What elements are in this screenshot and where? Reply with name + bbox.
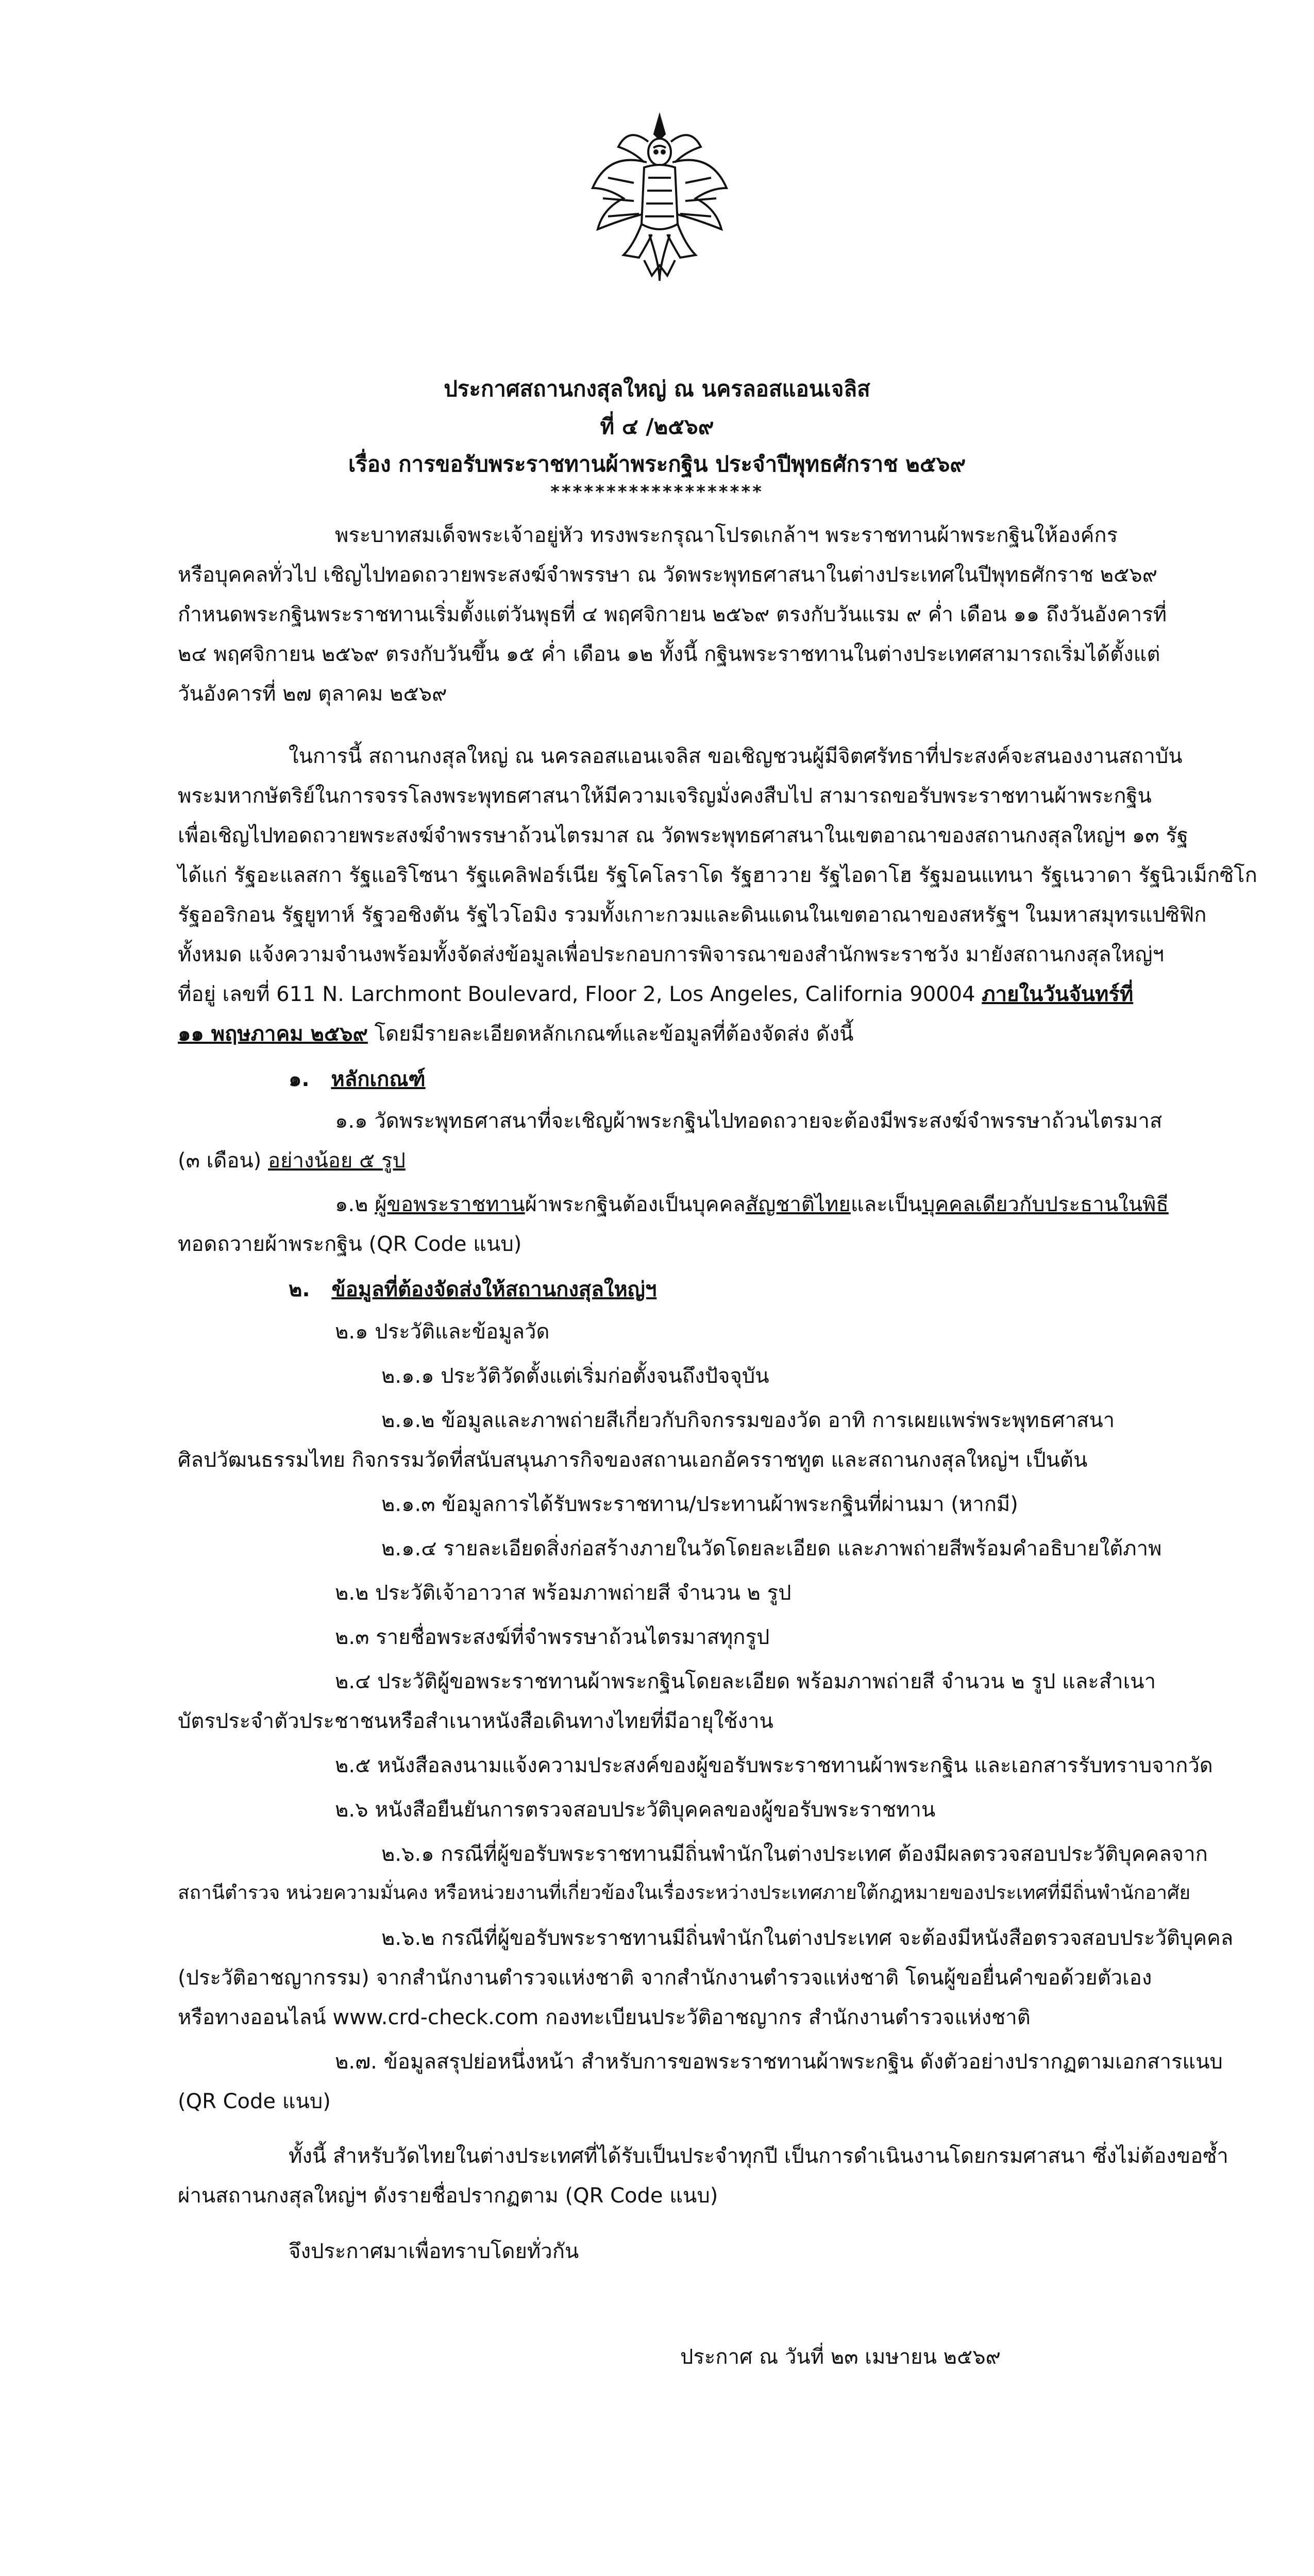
paragraph-1-line: ๒๔ พฤศจิกายน ๒๕๖๙ ตรงกับวันขึ้น ๑๕ ค่ำ เดือน ๑๒ ทั้งนี้ กฐินพระราชทานในต่างประเทศสามารถเริ่มได้ตั้งแต่ — [178, 642, 1160, 666]
deadline-date: ๑๑ พฤษภาคม ๒๕๖๙ — [178, 1022, 368, 1046]
item-2-7-cont: (QR Code แนบ) — [178, 2090, 331, 2113]
item-2-5: ๒.๕ หนังสือลงนามแจ้งความประสงค์ของผู้ขอรับพระราชทานผ้าพระกฐิน และเอกสารรับทราบจากวัด — [335, 1754, 1213, 1777]
item-2-7: ๒.๗. ข้อมูลสรุปย่อหนึ่งหน้า สำหรับการขอพระราชทานผ้าพระกฐิน ดังตัวอย่างปรากฏตามเอกสารแนบ — [335, 2050, 1223, 2074]
item-2-6: ๒.๖ หนังสือยืนยันการตรวจสอบประวัติบุคคลของผู้ขอรับพระราชทาน — [335, 1798, 936, 1822]
paragraph-2-deadline-line — [178, 1022, 854, 1046]
separator-stars: ******************* — [550, 482, 764, 502]
text-run: ๑.๒ — [335, 1193, 375, 1216]
paragraph-2-line: เพื่อเชิญไปทอดถวายพระสงฆ์จำพรรษาถ้วนไตรมาส ณ วัดพระพุทธศาสนาในเขตอาณาของสถานกงสุลใหญ่ฯ ๑๓ รัฐ — [178, 824, 1188, 848]
paragraph-2-line: ทั้งหมด แจ้งความจำนงพร้อมทั้งจัดส่งข้อมูลเพื่อประกอบการพิจารณาของสำนักพระราชวัง มายังสถานกงสุลใหญ่ฯ — [178, 943, 1165, 967]
announcement-date: ประกาศ ณ วันที่ ๒๓ เมษายน ๒๕๖๙ — [680, 2345, 1001, 2369]
item-2-3: ๒.๓ รายชื่อพระสงฆ์ที่จำพรรษาถ้วนไตรมาสทุกรูป — [335, 1625, 770, 1649]
section-number: ๑. — [289, 1067, 310, 1091]
item-2-1: ๒.๑ ประวัติและข้อมูลวัด — [335, 1320, 550, 1344]
announcement-subject: เรื่อง การขอรับพระราชทานผ้าพระกฐิน ประจำปีพุทธศักราช ๒๕๖๙ — [348, 451, 966, 477]
announcement-number: ที่ ๔ /๒๕๖๙ — [600, 414, 714, 439]
garuda-emblem-icon — [587, 111, 732, 286]
item-2-4: ๒.๔ ประวัติผู้ขอพระราชทานผ้าพระกฐินโดยละเอียด พร้อมภาพถ่ายสี จำนวน ๒ รูป และสำเนา — [335, 1670, 1156, 1693]
criterion-1-2 — [335, 1192, 1169, 1217]
paragraph-2-tail: โดยมีรายละเอียดหลักเกณฑ์และข้อมูลที่ต้องจัดส่ง ดังนี้ — [367, 1022, 854, 1046]
paragraph-1-line: หรือบุคคลทั่วไป เชิญไปทอดถวายพระสงฆ์จำพรรษา ณ วัดพระพุทธศาสนาในต่างประเทศในปีพุทธศักราช ๒๕๖๙ — [178, 563, 1158, 587]
closing-statement: จึงประกาศมาเพื่อทราบโดยทั่วกัน — [289, 2240, 579, 2263]
paragraph-2-address-line — [178, 982, 1133, 1007]
deadline-text: ภายในวันจันทร์ที่ — [982, 982, 1134, 1006]
criterion-1-1-cont — [178, 1148, 406, 1173]
paragraph-1-line: วันอังคารที่ ๒๗ ตุลาคม ๒๕๖๙ — [178, 682, 447, 706]
item-2-4-cont: บัตรประจำตัวประชาชนหรือสำเนาหนังสือเดินทางไทยที่มีอายุใช้งาน — [178, 1709, 773, 1733]
paragraph-1-line: กำหนดพระกฐินพระราชทานเริ่มตั้งแต่วันพุธที่ ๔ พฤศจิกายน ๒๕๖๙ ตรงกับวันแรม ๙ ค่ำ เดือน ๑๑ ถึงวันอังคารที่ — [178, 603, 1167, 626]
item-2-1-1: ๒.๑.๑ ประวัติวัดตั้งแต่เริ่มก่อตั้งจนถึงปัจจุบัน — [381, 1364, 769, 1388]
text-run: ผู้ขอพระราชทาน — [375, 1193, 525, 1216]
criterion-1-2-cont: ทอดถวายผ้าพระกฐิน (QR Code แนบ) — [178, 1232, 522, 1256]
paragraph-2-line: พระมหากษัตริย์ในการจรรโลงพระพุทธศาสนาให้มีความเจริญมั่งคงสืบไป สามารถขอรับพระราชทานผ้าพระกฐิน — [178, 784, 1152, 808]
item-2-2: ๒.๒ ประวัติเจ้าอาวาส พร้อมภาพถ่ายสี จำนวน ๒ รูป — [335, 1581, 791, 1605]
section-title: ข้อมูลที่ต้องจัดส่งให้สถานกงสุลใหญ่ฯ — [331, 1278, 657, 1301]
item-2-1-4: ๒.๑.๔ รายละเอียดสิ่งก่อสร้างภายในวัดโดยละเอียด และภาพถ่ายสีพร้อมคำอธิบายใต้ภาพ — [381, 1537, 1162, 1561]
item-2-6-1: ๒.๖.๑ กรณีที่ผู้ขอรับพระราชทานมีถิ่นพำนักในต่างประเทศ ต้องมีผลตรวจสอบประวัติบุคคลจาก — [381, 1842, 1208, 1866]
item-2-1-2-cont: ศิลปวัฒนธรรมไทย กิจกรรมวัดที่สนับสนุนภารกิจของสถานเอกอัครราชทูต และสถานกงสุลใหญ่ฯ เป็นต้น — [178, 1448, 1088, 1472]
consulate-address: ที่อยู่ เลขที่ 611 N. Larchmont Boulevard, Floor 2, Los Angeles, California 90004 — [178, 982, 975, 1006]
text-run: บุคคลเดียวกับประธานในพิธี — [922, 1193, 1169, 1216]
item-2-6-1-cont: สถานีตำรวจ หน่วยความมั่นคง หรือหน่วยงานที่เกี่ยวข้องในเรื่องระหว่างประเทศภายใต้กฎหมายของประเทศที่มีถิ่นพำนักอาศัย — [178, 1882, 1191, 1904]
text-run: ผ้าพระกฐินต้องเป็นบุคคล — [525, 1193, 746, 1216]
item-2-6-2-cont: (ประวัติอาชญากรรม) จากสำนักงานตำรวจแห่งชาติ จากสำนักงานตำรวจแห่งชาติ โดนผู้ขอยื่นคำขอด้วยตัวเอง — [178, 1966, 1152, 1990]
paragraph-2-line: ได้แก่ รัฐอะแลสกา รัฐแอริโซนา รัฐแคลิฟอร์เนีย รัฐโคโลราโด รัฐฮาวาย รัฐไอดาโฮ รัฐมอนแทนา รัฐเนวาดา รัฐนิวเม็กซิโก — [178, 863, 1257, 887]
paragraph-3-line: ผ่านสถานกงสุลใหญ่ฯ ดังรายชื่อปรากฏตาม (QR Code แนบ) — [178, 2184, 718, 2208]
text-run: (๓ เดือน) — [178, 1149, 268, 1173]
section-1-heading — [289, 1067, 426, 1092]
paragraph-1-line: พระบาทสมเด็จพระเจ้าอยู่หัว ทรงพระกรุณาโปรดเกล้าฯ พระราชทานผ้าพระกฐินให้องค์กร — [335, 523, 1118, 547]
item-2-1-3: ๒.๑.๓ ข้อมูลการได้รับพระราชทาน/ประทานผ้าพระกฐินที่ผ่านมา (หากมี) — [381, 1493, 1018, 1516]
paragraph-2-line: ในการนี้ สถานกงสุลใหญ่ ณ นครลอสแอนเจลิส ขอเชิญชวนผู้มีจิตศรัทธาที่ประสงค์จะสนองงานสถาบัน — [289, 744, 1183, 768]
paragraph-3-line: ทั้งนี้ สำหรับวัดไทยในต่างประเทศที่ได้รับเป็นประจำทุกปี เป็นการดำเนินงานโดยกรมศาสนา ซึ่งไม่ต้องขอซ้ำ — [289, 2144, 1228, 2168]
section-title: หลักเกณฑ์ — [331, 1067, 426, 1091]
section-number: ๒. — [289, 1278, 310, 1301]
criterion-1-1: ๑.๑ วัดพระพุทธศาสนาที่จะเชิญผ้าพระกฐินไปทอดถวายจะต้องมีพระสงฆ์จำพรรษาถ้วนไตรมาส — [335, 1109, 1163, 1133]
minimum-monks: อย่างน้อย ๕ รูป — [268, 1149, 406, 1173]
section-2-heading — [289, 1277, 656, 1302]
paragraph-2-line: รัฐออริกอน รัฐยูทาห์ รัฐวอชิงตัน รัฐไวโอมิง รวมทั้งเกาะกวมและดินแดนในเขตอาณาของสหรัฐฯ ในมหาสมุทรแปซิฟิก — [178, 903, 1207, 927]
announcement-title: ประกาศสถานกงสุลใหญ่ ณ นครลอสแอนเจลิส — [444, 376, 870, 401]
item-2-6-2: ๒.๖.๒ กรณีที่ผู้ขอรับพระราชทานมีถิ่นพำนักในต่างประเทศ จะต้องมีหนังสือตรวจสอบประวัติบุคคล — [381, 1926, 1234, 1950]
item-2-6-2-cont: หรือทางออนไลน์ www.crd-check.com กองทะเบียนประวัติอาชญากร สำนักงานตำรวจแห่งชาติ — [178, 2006, 1031, 2029]
item-2-1-2: ๒.๑.๒ ข้อมูลและภาพถ่ายสีเกี่ยวกับกิจกรรมของวัด อาทิ การเผยแพร่พระพุทธศาสนา — [381, 1409, 1115, 1432]
text-run: และเป็น — [850, 1193, 922, 1216]
text-run: สัญชาติไทย — [745, 1193, 851, 1216]
